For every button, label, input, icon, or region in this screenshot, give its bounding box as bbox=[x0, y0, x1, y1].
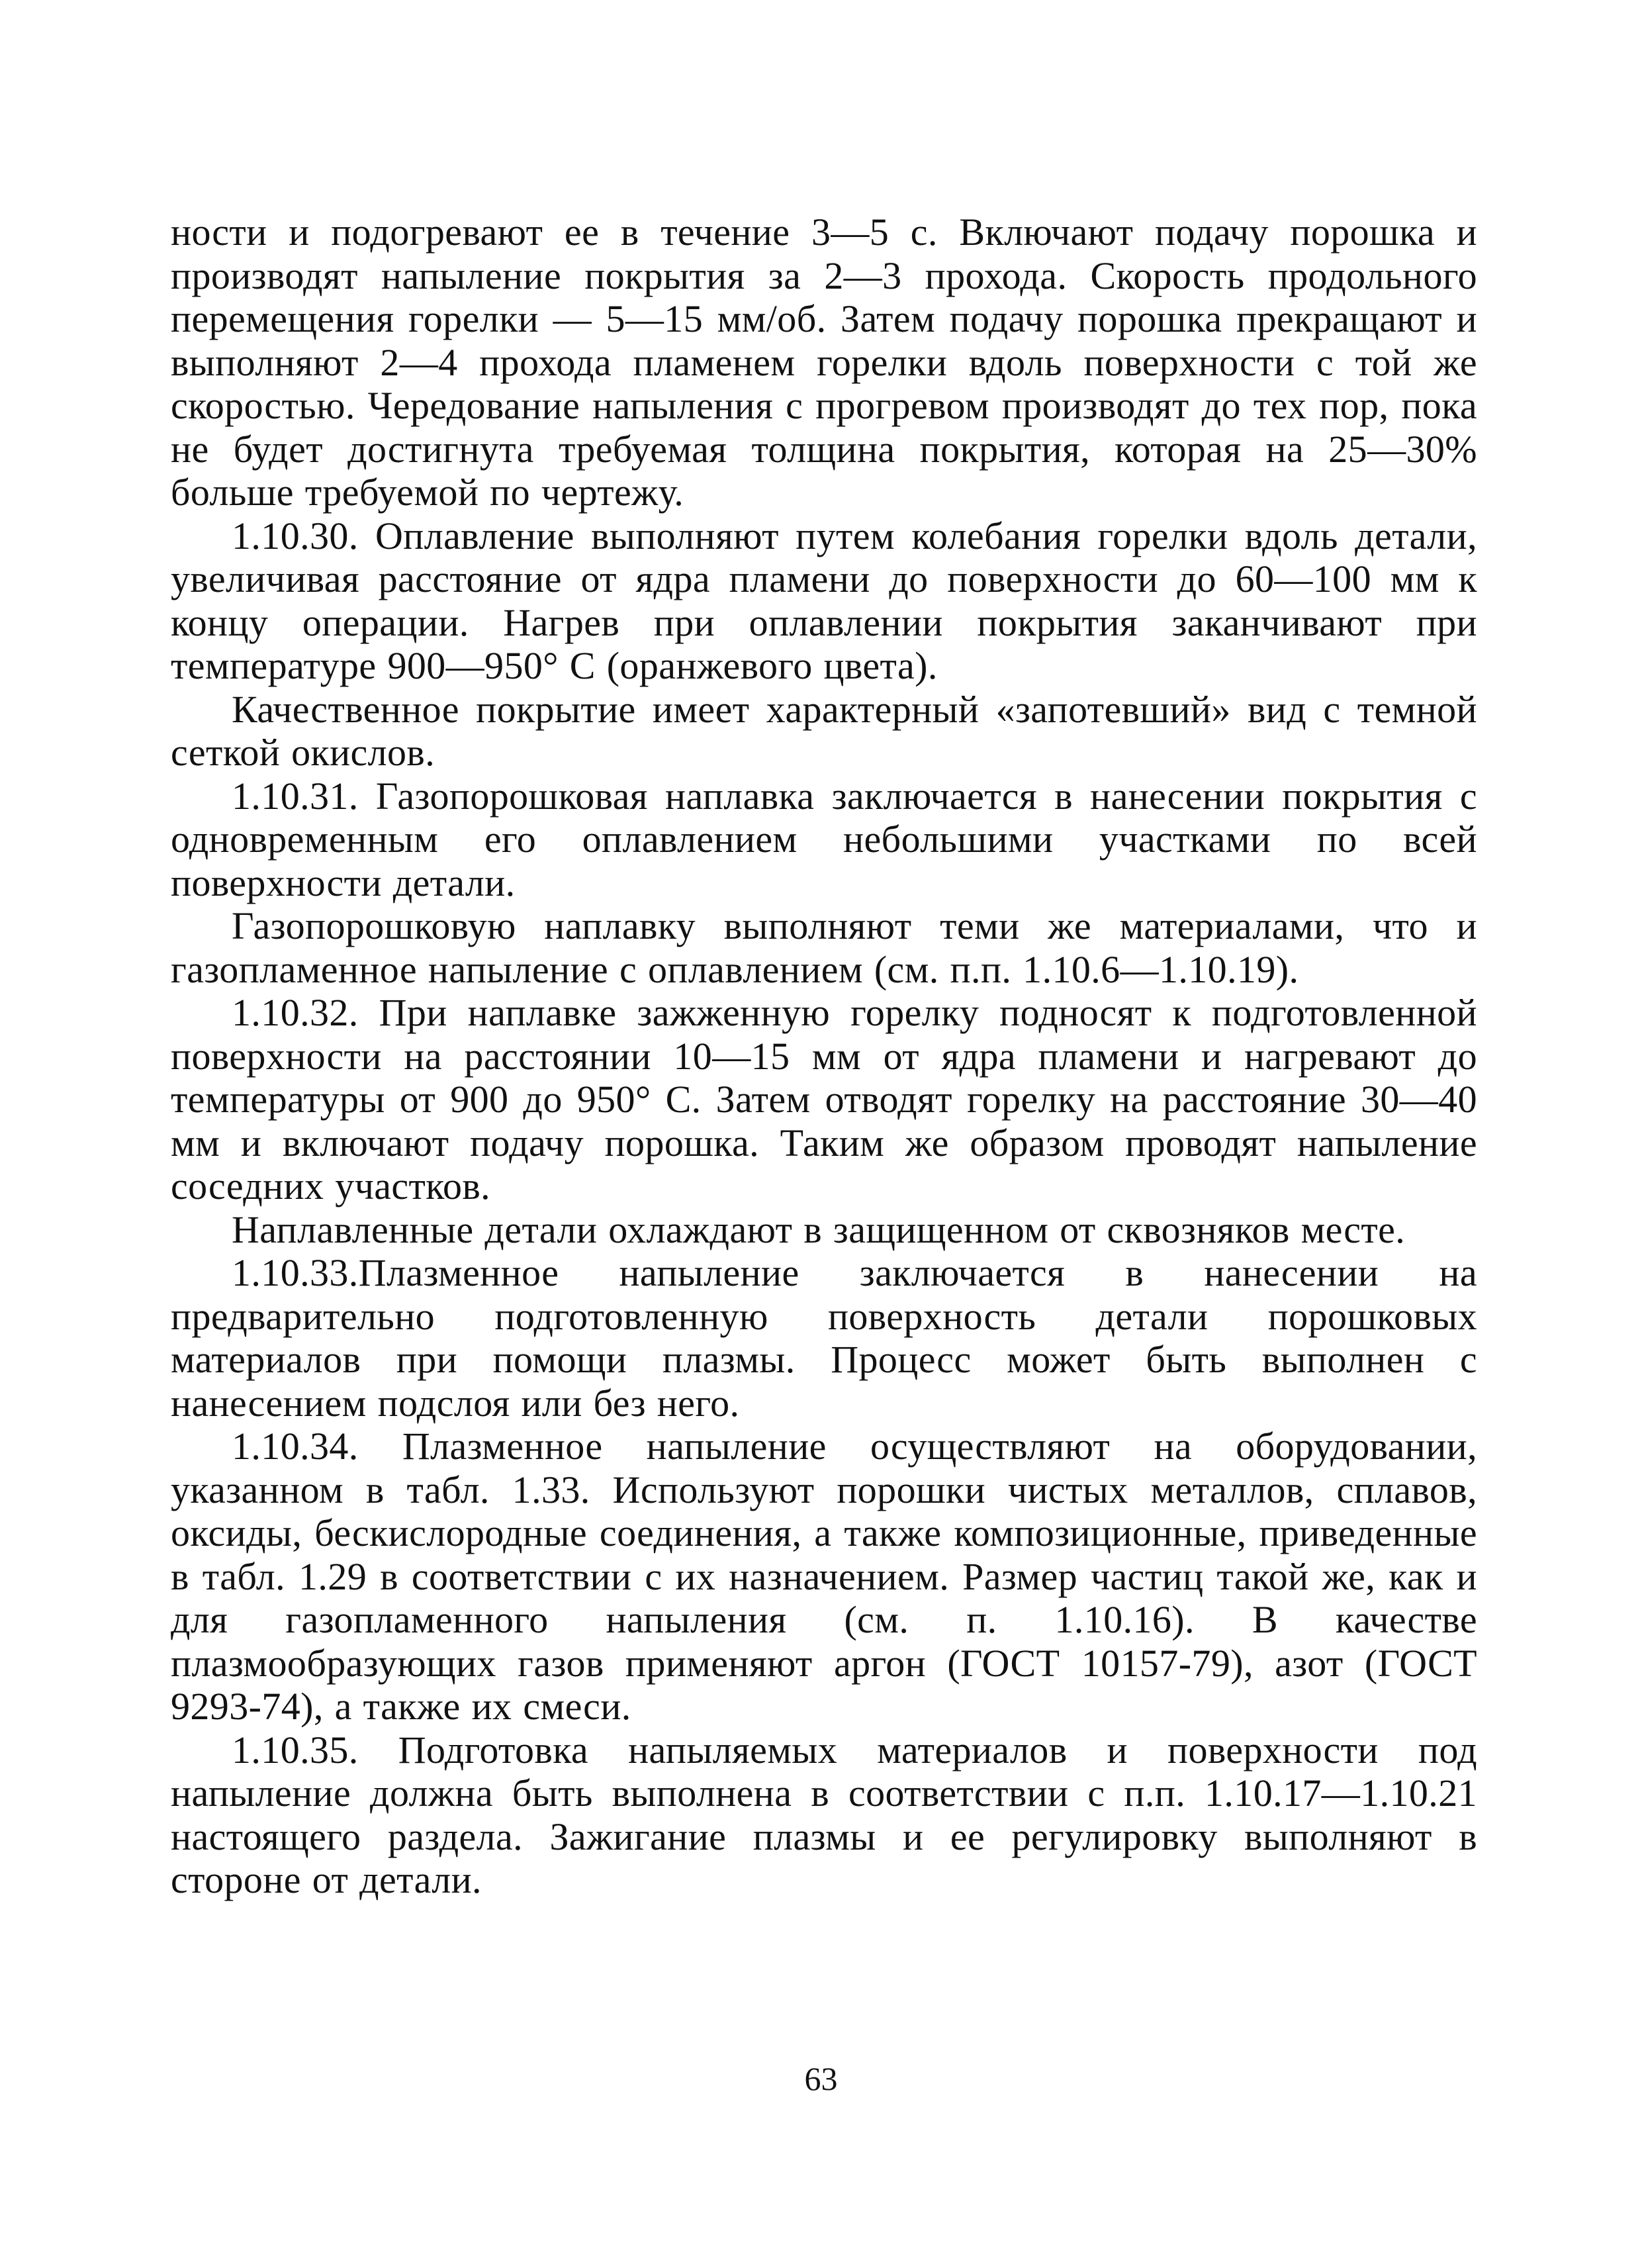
page-number: 63 bbox=[804, 2060, 838, 2097]
paragraph-1-10-30: 1.10.30. Оплавление выполняют путем колебания горелки вдоль детали, увеличивая расстояние от ядра пламени до поверхности до 60—100 мм к концу операции. Нагрев при оплавлении покрытия заканчивают при температуре 900—950° С (оранжевого цвета). bbox=[171, 514, 1477, 687]
body-text bbox=[171, 211, 1477, 1902]
paragraph-1-10-32: 1.10.32. При наплавке зажженную горелку подносят к подготовленной поверхности на расстоянии 10—15 мм от ядра пламени и нагревают до температуры от 900 до 950° С. Затем отводят горелку на расстояние 30—40 мм и включают подачу порошка. Таким же образом проводят напыление соседних участков. bbox=[171, 991, 1477, 1207]
paragraph-gas-powder-materials: Газопорошковую наплавку выполняют теми же материалами, что и газопламенное напыление с оплавлением (см. п.п. 1.10.6—1.10.19). bbox=[171, 904, 1477, 991]
paragraph-1-10-34: 1.10.34. Плазменное напыление осуществляют на оборудовании, указанном в табл. 1.33. Используют порошки чистых металлов, сплавов, оксиды, бескислородные соединения, а также композиционные, приведенные в табл. 1.29 в соответствии с их назначением. Размер частиц такой же, как и для газопламенного напыления (см. п. 1.10.16). В качестве плазмообразующих газов применяют аргон (ГОСТ 10157-79), азот (ГОСТ 9293-74), а также их смеси. bbox=[171, 1425, 1477, 1728]
paragraph-cooling: Наплавленные детали охлаждают в защищенном от сквозняков месте. bbox=[232, 1207, 1406, 1251]
paragraph-1-10-31: 1.10.31. Газопорошковая наплавка заключается в нанесении покрытия с одновременным его оплавлением небольшими участками по всей поверхности детали. bbox=[171, 774, 1477, 904]
paragraph-quality-coating: Качественное покрытие имеет характерный «запотевший» вид с темной сеткой окислов. bbox=[171, 687, 1477, 774]
paragraph-continuation: ности и подогревают ее в течение 3—5 с. Включают подачу порошка и производят напыление покрытия за 2—3 прохода. Скорость продольного перемещения горелки — 5—15 мм/об. Затем подачу порошка прекращают и выполняют 2—4 прохода пламенем горелки вдоль поверхности с той же скоростью. Чередование напыления с прогревом производят до тех пор, пока не будет достигнута требуемая толщина покрытия, которая на 25—30% больше требуемой по чертежу. bbox=[171, 211, 1477, 514]
paragraph-1-10-35: 1.10.35. Подготовка напыляемых материалов и поверхности под напыление должна быть выполнена в соответствии с п.п. 1.10.17—1.10.21 настоящего раздела. Зажигание плазмы и ее регулировку выполняют в стороне от детали. bbox=[171, 1728, 1477, 1901]
paragraph-1-10-33: 1.10.33.Плазменное напыление заключается в нанесении на предварительно подготовленную поверхность детали порошковых материалов при помощи плазмы. Процесс может быть выполнен с нанесением подслоя или без него. bbox=[171, 1251, 1477, 1425]
